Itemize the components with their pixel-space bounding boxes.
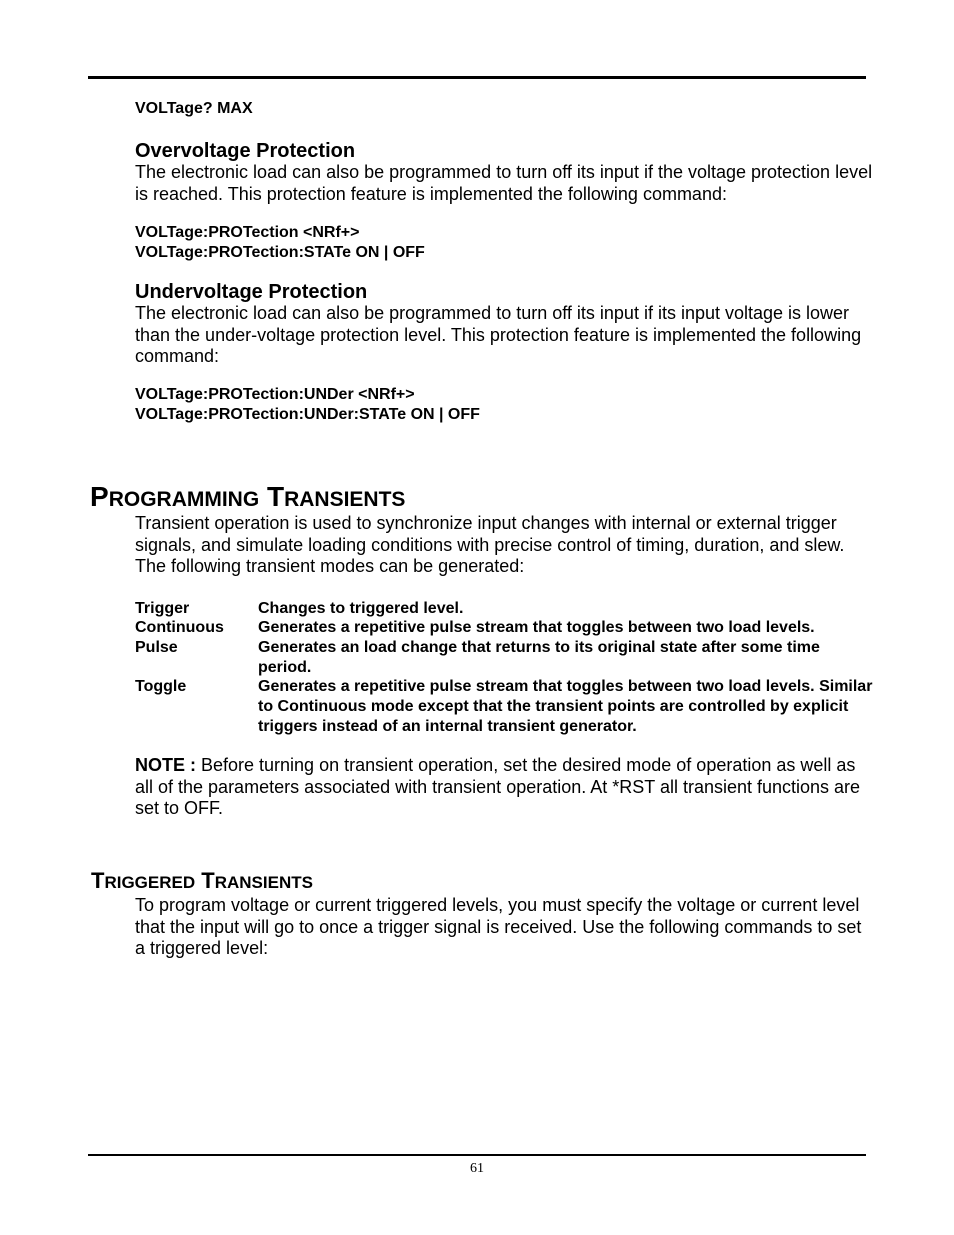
undervoltage-heading: Undervoltage Protection	[135, 281, 368, 303]
mode-name: Trigger	[135, 599, 190, 617]
header-rule	[88, 76, 866, 79]
mode-name: Toggle	[135, 678, 187, 696]
transients-content	[135, 513, 875, 820]
undervoltage-command-1: VOLTage:PROTection:UNDer <NRf+>	[135, 385, 415, 403]
list-item	[135, 638, 875, 677]
mode-name: Pulse	[135, 638, 178, 656]
triggered-transients-heading: TRIGGERED TRANSIENTS	[91, 868, 313, 893]
triggered-body: To program voltage or current triggered levels, you must specify the voltage or current level that the input will go to once a trigger signal is received. Use the following commands to set a triggered level:	[135, 895, 862, 958]
mode-description: Generates a repetitive pulse stream that toggles between two load levels.	[258, 619, 815, 637]
note-label: NOTE :	[135, 755, 196, 776]
mode-description: Generates an load change that returns to its original state after some time period.	[258, 638, 820, 676]
list-item	[135, 599, 875, 619]
mode-description: Generates a repetitive pulse stream that toggles between two load levels. Similar to Continuous mode except that the transient points are controlled by explicit triggers instead of an internal transient generator.	[258, 678, 873, 735]
transients-note	[135, 755, 875, 820]
mode-description: Changes to triggered level.	[258, 599, 464, 617]
triggered-content	[135, 895, 875, 960]
overvoltage-body: The electronic load can also be programmed to turn off its input if the voltage protection level is reached. This protection feature is implemented the following command:	[135, 162, 873, 204]
transient-modes-list	[135, 599, 875, 737]
programming-transients-heading: PROGRAMMING TRANSIENTS	[90, 481, 406, 512]
list-item	[135, 677, 875, 736]
undervoltage-command-2: VOLTage:PROTection:UNDer:STATe ON | OFF	[135, 405, 480, 423]
undervoltage-body: The electronic load can also be programmed to turn off its input if its input voltage is lower than the under-voltage protection level. This protection feature is implemented the following command:	[135, 303, 862, 366]
upper-content	[135, 99, 875, 425]
overvoltage-command-1: VOLTage:PROTection <NRf+>	[135, 224, 360, 241]
overvoltage-heading: Overvoltage Protection	[135, 140, 356, 162]
list-item	[135, 618, 875, 638]
transients-body: Transient operation is used to synchronize input changes with internal or external trigger signals, and simulate loading conditions with precise control of timing, duration, and slew. The following transient modes can be generated:	[135, 513, 845, 576]
voltage-max-command: VOLTage? MAX	[135, 100, 253, 117]
mode-name: Continuous	[135, 619, 224, 637]
footer-rule	[88, 1154, 866, 1156]
page-number: 61	[470, 1161, 484, 1176]
note-text: Before turning on transient operation, set the desired mode of operation as well as all of the parameters associated with transient operation. At *RST all transient functions are set to OFF.	[135, 755, 861, 819]
overvoltage-command-2: VOLTage:PROTection:STATe ON | OFF	[135, 244, 425, 261]
